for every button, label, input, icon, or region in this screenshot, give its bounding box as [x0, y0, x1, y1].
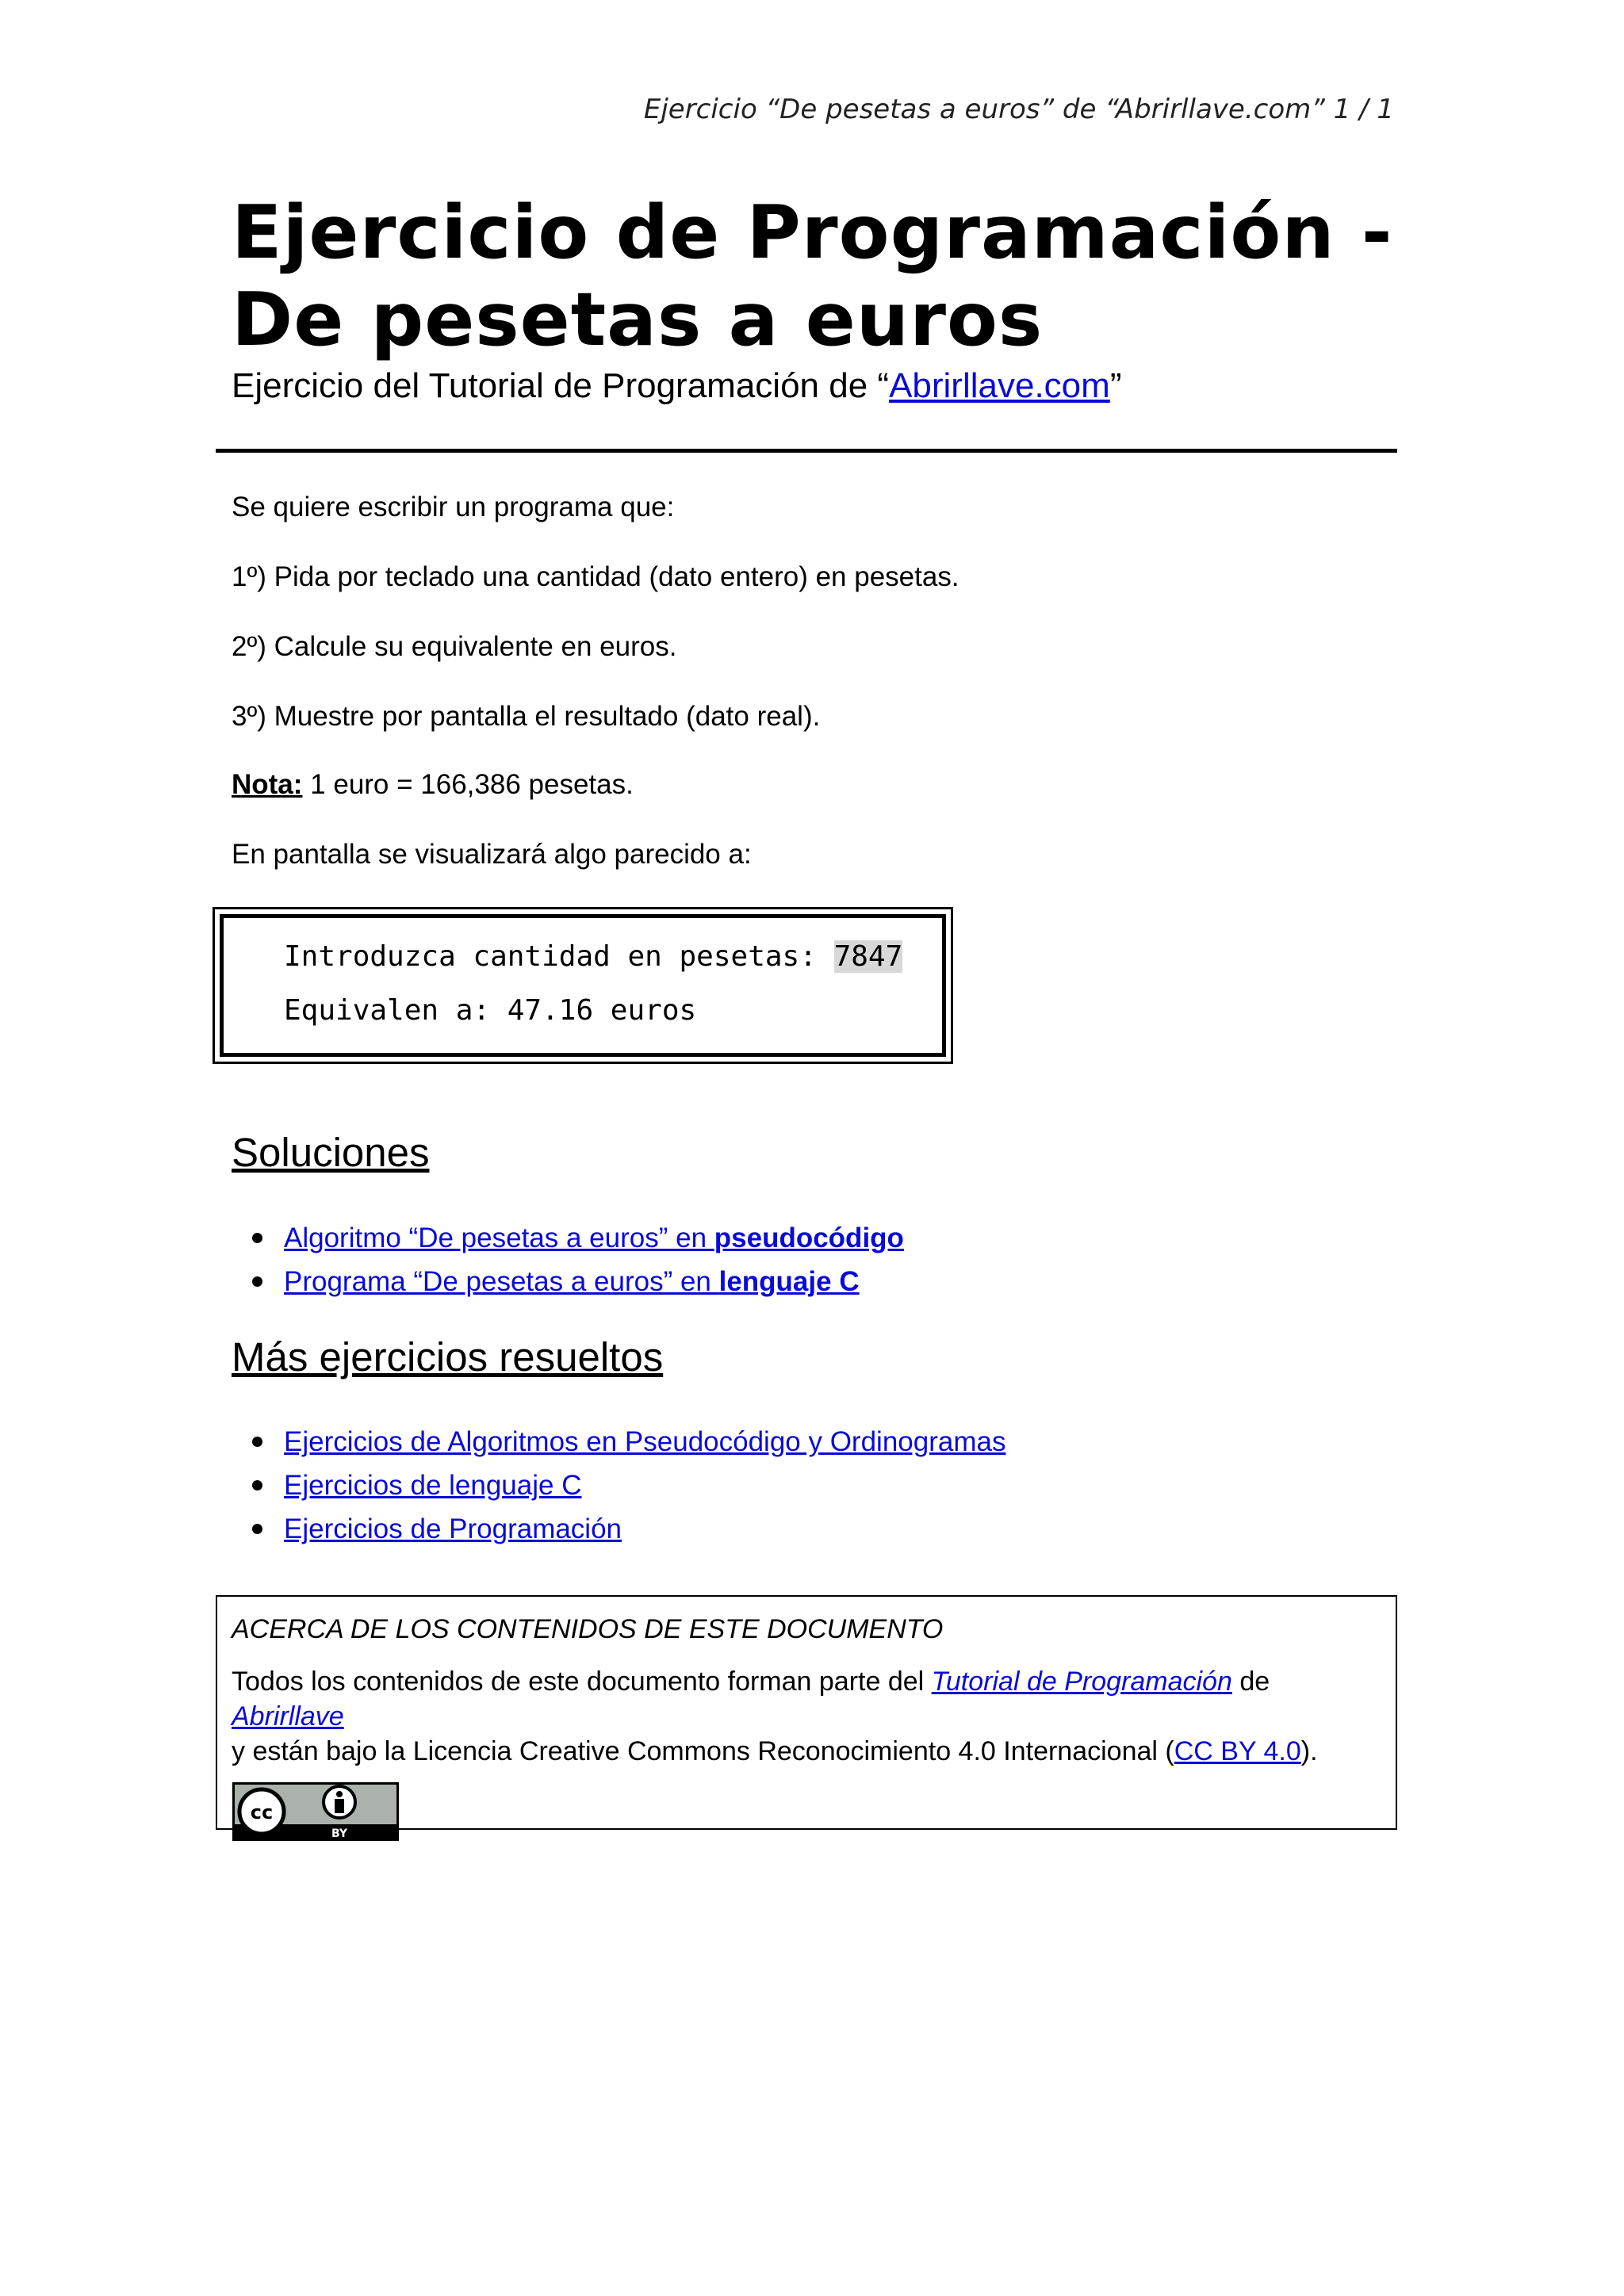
console-output-box	[213, 907, 953, 1064]
solution-link-c-anchor[interactable]	[284, 1266, 860, 1297]
badge-by-label: BY	[331, 1827, 348, 1840]
subtitle-suffix: ”	[1109, 366, 1122, 405]
console-prompt: Introduzca cantidad en pesetas:	[284, 940, 834, 973]
solutions-list	[284, 1216, 904, 1303]
intro-text: Se quiere escribir un programa que:	[232, 492, 675, 522]
more-link-algorithms[interactable]	[284, 1420, 1005, 1464]
console-result-line: Equivalen a: 47.16 euros	[284, 994, 697, 1027]
step-1: 1º) Pida por teclado una cantidad (dato entero) en pesetas.	[232, 561, 959, 592]
more-exercises-heading: Más ejercicios resueltos	[232, 1334, 664, 1380]
more-link-c-language-anchor[interactable]: Ejercicios de lenguaje C	[284, 1470, 582, 1501]
solution-link-c[interactable]	[284, 1260, 904, 1303]
abrirllave-about-link[interactable]: Abrirllave	[232, 1701, 344, 1732]
about-text-2: de	[1231, 1667, 1270, 1697]
more-link-c-language[interactable]	[284, 1464, 1005, 1507]
cc-by-link[interactable]: CC BY 4.0	[1174, 1736, 1301, 1766]
solution-link-pseudocode-bold: pseudocódigo	[714, 1223, 904, 1253]
about-title: ACERCA DE LOS CONTENIDOS DE ESTE DOCUMENTO	[232, 1614, 944, 1644]
person-head	[336, 1791, 343, 1797]
solution-link-c-text: Programa “De pesetas a euros” en	[284, 1266, 719, 1297]
more-link-programming[interactable]	[284, 1507, 1005, 1551]
cc-by-badge-icon[interactable]	[232, 1781, 400, 1842]
step-2: 2º) Calcule su equivalente en euros.	[232, 631, 677, 662]
solution-link-pseudocode-anchor[interactable]	[284, 1223, 904, 1253]
screen-intro: En pantalla se visualizará algo parecido a:	[232, 839, 752, 870]
about-text-1: Todos los contenidos de este documento forman parte del	[232, 1667, 932, 1697]
step-3: 3º) Muestre por pantalla el resultado (dato real).	[232, 701, 821, 732]
note-text: 1 euro = 166,386 pesetas.	[302, 769, 634, 800]
title-line-2: De pesetas a euros	[232, 277, 1044, 362]
console-input-value: 7847	[833, 940, 903, 973]
subtitle-prefix: Ejercicio del Tutorial de Programación de “	[232, 366, 890, 405]
more-link-programming-anchor[interactable]: Ejercicios de Programación	[284, 1513, 622, 1544]
solutions-heading: Soluciones	[232, 1130, 430, 1175]
console-screen	[220, 914, 946, 1057]
person-body	[335, 1799, 344, 1813]
page-title	[232, 189, 1393, 363]
more-link-algorithms-anchor[interactable]: Ejercicios de Algoritmos en Pseudocódigo y Ordinogramas	[284, 1426, 1006, 1457]
cc-letters: cc	[250, 1801, 274, 1823]
more-exercises-list	[284, 1420, 1005, 1551]
abrirllave-link[interactable]: Abrirllave.com	[889, 366, 1110, 405]
title-line-1: Ejercicio de Programación -	[232, 189, 1393, 275]
tutorial-link[interactable]: Tutorial de Programación	[931, 1667, 1232, 1697]
solution-link-pseudocode[interactable]	[284, 1216, 904, 1260]
title-divider	[216, 449, 1397, 453]
about-text	[232, 1664, 1381, 1769]
solution-link-pseudocode-text: Algoritmo “De pesetas a euros” en	[284, 1223, 714, 1253]
about-box	[216, 1595, 1397, 1840]
about-text-4: ).	[1300, 1736, 1318, 1766]
console-prompt-line	[284, 940, 942, 994]
subtitle	[232, 366, 1121, 406]
note-label: Nota:	[232, 769, 303, 800]
about-text-3: y están bajo la Licencia Creative Commons Reconocimiento 4.0 Internacional (	[232, 1736, 1174, 1766]
note	[232, 769, 634, 801]
running-header: Ejercicio “De pesetas a euros” de “Abrirllave.com” 1 / 1	[643, 94, 1394, 125]
solution-link-c-bold: lenguaje C	[718, 1266, 860, 1297]
